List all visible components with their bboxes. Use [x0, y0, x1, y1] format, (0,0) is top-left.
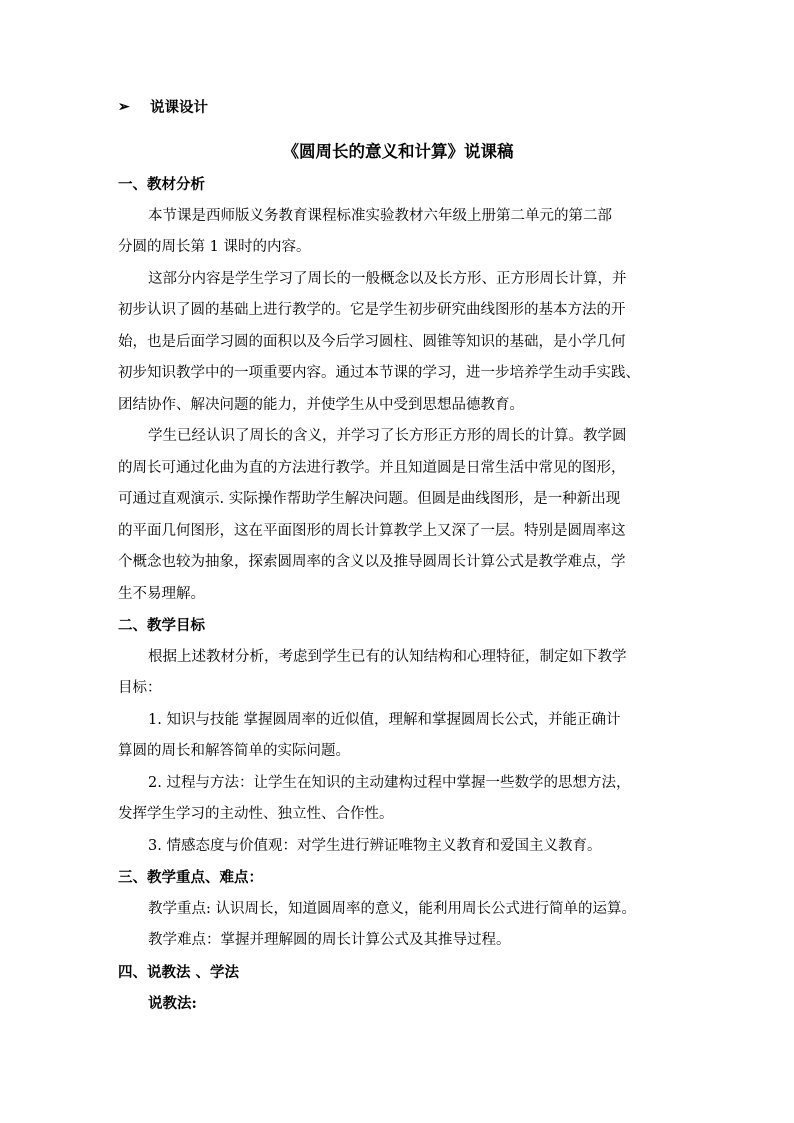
paragraph-line: 说教法:: [148, 995, 197, 1012]
document-title: 《圆周长的意义和计算》说课稿: [282, 141, 514, 161]
paragraph-line: 目标：: [118, 680, 162, 696]
paragraph-line: 根据上述教材分析，考虑到学生已有的认知结构和心理特征，制定如下教学: [148, 648, 627, 665]
arrowhead-bullet-icon: ➢: [118, 99, 130, 115]
section-header-text: 说课设计: [150, 99, 208, 116]
paragraph-line: 的平面几何图形，这在平面图形的周长计算教学上又深了一层。特别是圆周率这: [118, 522, 626, 539]
paragraph-line: 的周长可通过化曲为直的方法进行教学。并且知道圆是日常生活中常见的图形，: [118, 459, 626, 476]
document-body: [118, 169, 678, 1020]
paragraph-line: 2. 过程与方法：让学生在知识的主动建构过程中掌握一些数学的思想方法，: [148, 774, 631, 791]
paragraph-line: 学生已经认识了周长的含义，并学习了长方形正方形的周长的计算。教学圆: [148, 428, 627, 444]
paragraph-line: 生不易理解。: [118, 585, 205, 602]
paragraph-line: 1. 知识与技能 掌握圆周率的近似值，理解和掌握圆周长公式，并能正确计: [148, 711, 621, 728]
paragraph-line: 这部分内容是学生学习了周长的一般概念以及长方形、正方形周长计算，并: [148, 270, 627, 287]
paragraph-line: 教学难点：掌握并理解圆的周长计算公式及其推导过程。: [148, 932, 511, 948]
paragraph-line: 可通过直观演示. 实际操作帮助学生解决问题。但圆是曲线图形，是一种新出现: [118, 491, 621, 507]
section-heading: 三、教学重点、难点：: [118, 869, 263, 886]
document-content: [118, 92, 678, 1020]
paragraph-line: 团结协作、解决问题的能力，并使学生从中受到思想品德教育。: [118, 396, 524, 413]
section-heading: 二、教学目标: [118, 617, 205, 634]
section-heading: 四、说教法 、学法: [118, 963, 240, 981]
paragraph-line: 分圆的周长第 1 课时的内容。: [118, 239, 311, 255]
section-heading: 一、教材分析: [118, 176, 205, 193]
paragraph-line: 初步认识了圆的基础上进行教学的。它是学生初步研究曲线图形的基本方法的开: [118, 302, 626, 318]
paragraph-line: 个概念也较为抽象，探索圆周率的含义以及推导圆周长计算公式是教学难点，学: [118, 554, 626, 570]
paragraph-line: 算圆的周长和解答简单的实际问题。: [118, 743, 350, 759]
paragraph-line: 初步知识教学中的一项重要内容。通过本节课的学习，进一步培养学生动手实践、: [118, 365, 640, 381]
paragraph-line: 教学重点: 认识周长，知道圆周率的意义，能利用周长公式进行简单的运算。: [148, 900, 636, 917]
paragraph-line: 发挥学生学习的主动性、独立性、合作性。: [118, 806, 394, 822]
paragraph-line: 3. 情感态度与价值观：对学生进行辨证唯物主义教育和爱国主义教育。: [148, 837, 602, 854]
paragraph-line: 本节课是西师版义务教育课程标准实验教材六年级上册第二单元的第二部: [148, 207, 612, 224]
section-header: [118, 92, 678, 124]
paragraph-line: 始，也是后面学习圆的面积以及今后学习圆柱、圆锥等知识的基础，是小学几何: [118, 333, 626, 350]
